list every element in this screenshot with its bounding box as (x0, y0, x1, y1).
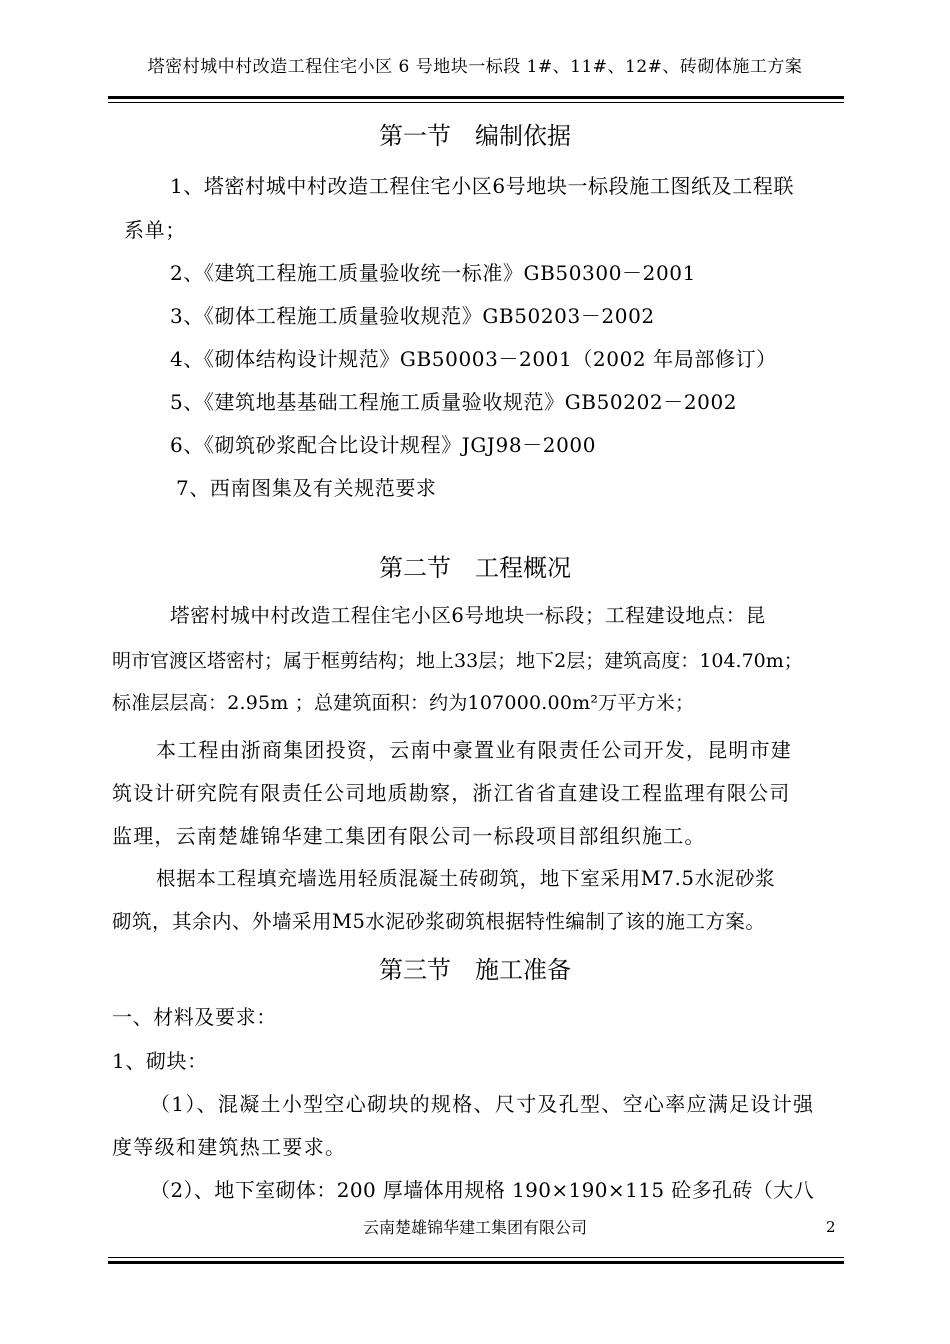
section3-line: （2）、地下室砌体：200 厚墙体用规格 190×190×115 砼多孔砖（大八 (150, 1178, 815, 1202)
footer-rule-thick (108, 1261, 844, 1264)
footer-company-name: 云南楚雄锦华建工集团有限公司 (362, 1218, 587, 1237)
section1-item: 4、《砌体结构设计规范》GB50003－2001（2002 年局部修订） (170, 347, 777, 371)
header-rule-thin (108, 102, 844, 103)
section2-line: 根据本工程填充墙选用轻质混凝土砖砌筑，地下室采用M7.5水泥砂浆 (156, 867, 776, 890)
section2-line: 明市官渡区塔密村；属于框剪结构；地上33层；地下2层；建筑高度：104.70m； (112, 650, 803, 672)
section1-item: 6、《砌筑砂浆配合比设计规程》JGJ98－2000 (170, 433, 597, 457)
section3-line: 一、材料及要求： (112, 1005, 277, 1029)
section2-line: 筑设计研究院有限责任公司地质勘察，浙江省省直建设工程监理有限公司 (112, 781, 791, 805)
section1-item: 3、《砌体工程施工质量验收规范》GB50203－2002 (170, 304, 655, 328)
section3-line: （1）、混凝土小型空心砌块的规格、尺寸及孔型、空心率应满足设计强 (150, 1092, 815, 1116)
page-header-title: 塔密村城中村改造工程住宅小区 6 号地块一标段 1#、11#、12#、砖砌体施工方案 (147, 57, 803, 77)
section1-item: 2、《建筑工程施工质量验收统一标准》GB50300－2001 (170, 261, 696, 285)
section1-item: 1、塔密村城中村改造工程住宅小区6号地块一标段施工图纸及工程联 (170, 174, 795, 198)
page-number: 2 (826, 1218, 836, 1236)
section3-line: 1、砌块： (112, 1049, 208, 1073)
section1-item: 系单； (124, 218, 186, 242)
section2-line: 砌筑，其余内、外墙采用M5水泥砂浆砌筑根据特性编制了该的施工方案。 (112, 910, 766, 933)
section2-line: 标准层层高：2.95m ；总建筑面积：约为107000.00m²万平方米； (112, 692, 695, 714)
section1-heading: 第一节 编制依据 (379, 122, 571, 150)
header-rule-thick (108, 96, 844, 99)
section2-line: 监理，云南楚雄锦华建工集团有限公司一标段项目部组织施工。 (112, 824, 706, 848)
section3-line: 度等级和建筑热工要求。 (112, 1135, 347, 1159)
section1-item: 7、西南图集及有关规范要求 (176, 476, 437, 500)
section1-item: 5、《建筑地基基础工程施工质量验收规范》GB50202－2002 (170, 390, 738, 414)
section2-line: 塔密村城中村改造工程住宅小区6号地块一标段；工程建设地点：昆 (170, 604, 766, 627)
footer-rule-thin (108, 1257, 844, 1258)
section2-line: 本工程由浙商集团投资，云南中豪置业有限责任公司开发，昆明市建 (156, 738, 792, 762)
section2-heading: 第二节 工程概况 (379, 554, 571, 582)
section3-heading: 第三节 施工准备 (379, 956, 571, 984)
